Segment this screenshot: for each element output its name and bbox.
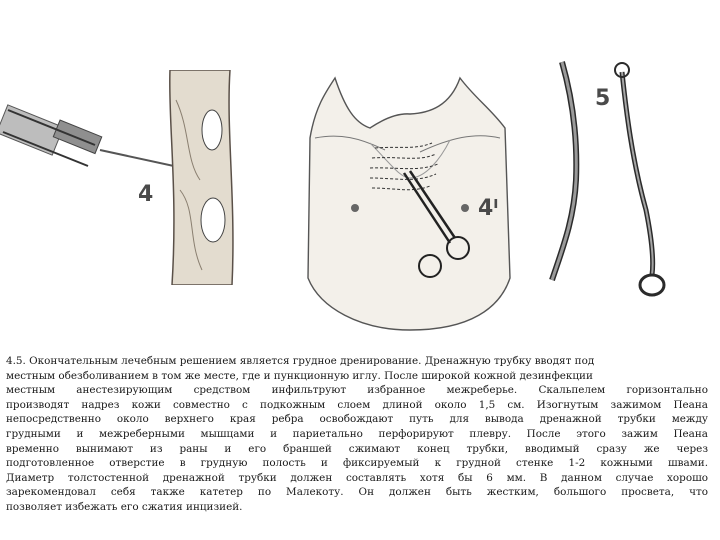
needle-puncture-illustration xyxy=(0,70,240,285)
caption-line: производят надрез кожи совместно с подкожным слоем длиной около 1,5 см. Изогнутым зажимом Пеана xyxy=(6,398,708,411)
caption-line: грудными и межреберными мышцами и париетально перфорируют плевру. После этого зажим Пеана xyxy=(6,427,708,440)
caption-line: непосредственно около верхнего края ребра освобождают путь для вывода дренажной трубки между xyxy=(6,413,708,426)
caption-line: подготовленное отверстие в грудную полость и фиксируемый к грудной стенке 1-2 кожными швами. xyxy=(6,457,708,470)
malecot-catheter-icon xyxy=(615,63,664,295)
figure-label-5: 5 xyxy=(595,86,611,111)
caption-line: позволяет избежать его сжатия инцизией. xyxy=(6,500,243,513)
caption-line: временно вынимают из раны и его браншей сжимают конец трубки, вводимый сразу же через xyxy=(6,442,708,455)
caption-line: зарекомендовал себя также катетер по Малекоту. Он должен быть жестким, большого просвета, что xyxy=(6,486,708,499)
figure-label-4: 4 xyxy=(138,182,154,207)
figure-label-4-prime: 4ᴵ xyxy=(478,196,499,221)
drainage-tube-icon xyxy=(552,62,576,280)
caption-line: местным обезболиванием в том же месте, где и пункционную иглу. После широкой кожной дезинфекции xyxy=(6,369,593,382)
caption-line: местным анестезирующим средством инфильтруют избранное межреберье. Скальпелем горизонтально xyxy=(6,384,708,397)
tissue-layer-icon xyxy=(170,70,233,285)
caption-line: Диаметр толстостенной дренажной трубки должен составлять хотя бы 6 мм. В данном случае хорошо xyxy=(6,471,708,484)
caption-text xyxy=(6,354,708,515)
caption-line: 4.5. Окончательным лечебным решением является грудное дренирование. Дренажную трубку вводят под xyxy=(6,355,595,367)
drainage-tubes-illustration xyxy=(540,50,700,305)
